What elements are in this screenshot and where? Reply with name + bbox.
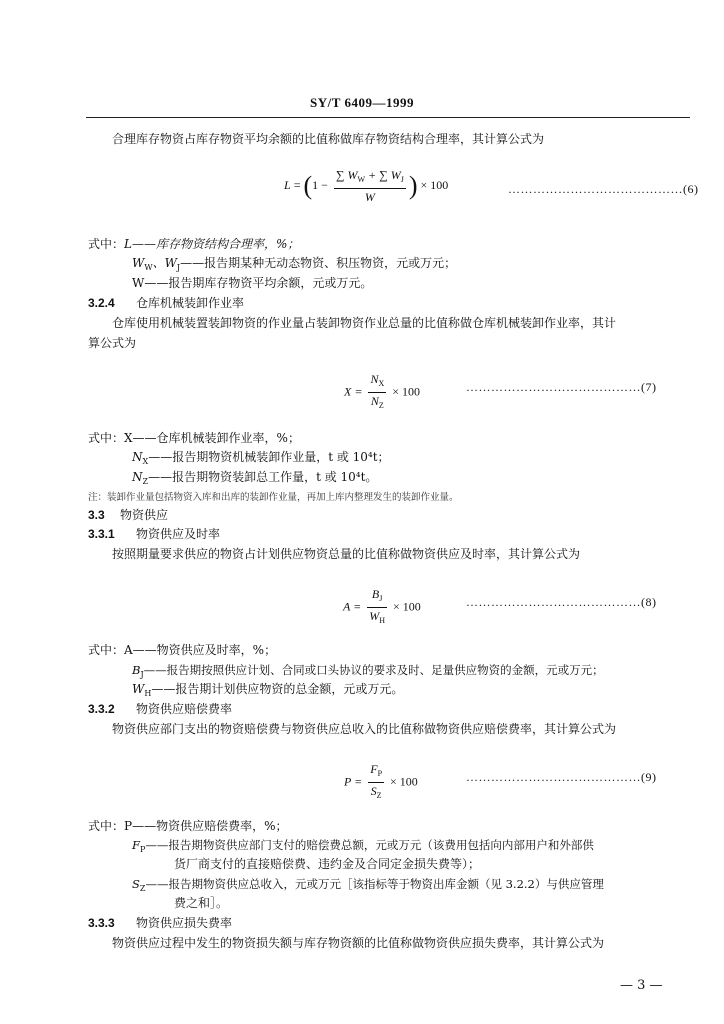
definition-text: ——报告期按照供应计划、合同或口头协议的要求及时、足量供应物资的金额，元或万元；: [143, 663, 604, 677]
definition-line: [132, 450, 390, 469]
definition-symbol: B: [132, 663, 141, 677]
definition-text: ——报告期某种无动态物资、积压物资，元或万元；: [180, 256, 457, 270]
definition-subscript: J: [140, 670, 144, 679]
formula-6-denominator: W: [364, 190, 375, 204]
definition-symbol: W: [132, 256, 145, 270]
definition-text: ——报告期物资装卸总工作量，t 或 10⁴t。: [148, 470, 378, 484]
section-heading: [88, 527, 220, 541]
formula-7: [344, 372, 420, 413]
formula-8: [343, 587, 421, 628]
formula-6-num-sub2: J: [400, 175, 404, 184]
formula-7-fraction: [368, 372, 386, 413]
definition-text: ——报告期物资供应总收入，元或万元［该指标等于物资出库金额（见 3.2.2）与供应管理: [145, 877, 604, 891]
formula-8-lhs: A =: [343, 599, 362, 614]
definition-subscript: X: [142, 457, 149, 466]
definition-line: 式中：A——物资供应及时率，%；: [88, 643, 277, 657]
formula-9: [344, 762, 418, 803]
formula-7-tag: ……………………………………(7): [466, 380, 657, 394]
formula-8-den: W: [369, 609, 380, 623]
definition-symbol: 、W: [152, 256, 177, 270]
definition-subscript: Z: [139, 884, 146, 893]
section-number: 3.3.1: [88, 527, 115, 541]
definition-continuation: 费之和］。: [174, 896, 229, 910]
definition-symbol: S: [132, 877, 140, 891]
standard-code-header: SY/T 6409—1999: [310, 95, 414, 110]
formula-9-den: S: [370, 784, 377, 798]
formula-6: [284, 168, 448, 204]
paragraph: 物资供应过程中发生的物资损失额与库存物资额的比值称做物资供应损失费率，其计算公式为: [112, 936, 605, 950]
definition-line: [132, 470, 377, 489]
formula-8-denominator: [367, 608, 387, 628]
formula-7-den-sub: Z: [378, 401, 384, 410]
formula-7-den: N: [370, 394, 379, 408]
formula-9-lhs: P =: [344, 774, 363, 789]
formula-9-num-sub: P: [377, 769, 383, 778]
definition-line: [132, 256, 456, 275]
formula-6-fraction: [334, 168, 406, 204]
section-number: 3.3.3: [88, 916, 115, 930]
definition-subscript: J: [176, 263, 181, 272]
formula-9-times: × 100: [390, 774, 418, 789]
formula-6-close-paren: ): [408, 171, 418, 200]
formula-6-numerator: [334, 168, 406, 189]
formula-8-times: × 100: [393, 599, 421, 614]
definition-text: L——库存物资结构合理率，%；: [124, 237, 300, 251]
section-heading: [88, 296, 244, 310]
formula-9-fraction: [368, 762, 384, 803]
section-number: 3.3: [88, 508, 105, 522]
formula-8-num: B: [371, 587, 380, 601]
formula-9-numerator: [368, 762, 384, 783]
formula-7-denominator: [368, 393, 386, 413]
definition-symbol: N: [132, 470, 143, 484]
formula-7-num-sub: X: [378, 379, 385, 388]
definition-line: [132, 877, 604, 896]
paragraph: 仓库使用机械装置装卸物资的作业量占装卸物资作业总量的比值称做仓库机械装卸作业率，其计: [112, 316, 617, 330]
section-title: 物资供应及时率: [136, 527, 221, 541]
formula-6-tag: ……………………………………(6): [508, 182, 699, 196]
formula-8-numerator: [367, 587, 387, 608]
formula-6-num-term2: + ∑ W: [365, 168, 401, 182]
formula-9-tag: ……………………………………(9): [466, 770, 657, 784]
formula-6-open-paren: (: [303, 171, 313, 200]
definition-line: [132, 663, 604, 682]
formula-6-num-term1: ∑ W: [335, 168, 358, 182]
definition-subscript: P: [139, 845, 146, 854]
definition-subscript: Z: [142, 477, 149, 486]
section-title: 仓库机械装卸作业率: [136, 296, 245, 310]
definition-line: [132, 682, 403, 701]
definition-line: 式中：P——物资供应赔偿费率，%；: [88, 819, 288, 833]
paragraph-continuation: 算公式为: [88, 336, 137, 350]
formula-6-lhs: L: [284, 177, 291, 192]
header-rule: [86, 117, 690, 118]
definition-subscript: H: [144, 689, 152, 698]
formula-7-numerator: [368, 372, 386, 393]
section-heading: [88, 916, 232, 930]
definition-symbol: F: [132, 838, 140, 852]
note: 注：装卸作业量包括物资入库和出库的装卸作业量，再加上库内整理发生的装卸作业量。: [88, 492, 459, 503]
paragraph: 按照期量要求供应的物资占计划供应物资总量的比值称做物资供应及时率，其计算公式为: [112, 547, 581, 561]
page-number: — 3 —: [620, 978, 663, 993]
formula-6-equals: =: [293, 177, 301, 192]
definition-line: W——报告期库存物资平均余额，元或万元。: [132, 276, 373, 290]
formula-8-tag: ……………………………………(8): [466, 595, 657, 609]
formula-7-lhs: X =: [344, 384, 363, 399]
section-title: 物资供应赔偿费率: [136, 702, 233, 716]
definition-symbol: N: [132, 450, 143, 464]
formula-8-den-sub: H: [379, 616, 385, 625]
formula-9-den-sub: Z: [376, 791, 382, 800]
formula-9-denominator: [368, 783, 384, 803]
section-title: 物资供应: [120, 508, 169, 522]
formula-7-times: × 100: [392, 384, 421, 399]
formula-6-times: × 100: [420, 177, 449, 192]
definition-continuation: 货厂商支付的直接赔偿费、违约金及合同定金损失费等）；: [174, 857, 481, 871]
definition-text: ——报告期物资机械装卸作业量，t 或 10⁴t；: [148, 450, 390, 464]
section-number: 3.3.2: [88, 702, 115, 716]
section-heading: [88, 508, 168, 522]
formula-8-num-sub: J: [379, 594, 383, 603]
formula-6-one: 1 −: [312, 177, 328, 192]
definition-text: ——报告期物资供应部门支付的赔偿费总额，元或万元（该费用包括向内部用户和外部供: [145, 838, 594, 852]
paragraph: 合理库存物资占库存物资平均余额的比值称做库存物资结构合理率，其计算公式为: [112, 132, 545, 146]
formula-7-num: N: [370, 372, 379, 386]
paragraph: 物资供应部门支出的物资赔偿费与物资供应总收入的比值称做物资供应赔偿费率，其计算公式为: [112, 722, 617, 736]
definition-text: ——报告期计划供应物资的总金额，元或万元。: [151, 682, 404, 696]
section-heading: [88, 702, 232, 716]
formula-9-num: F: [370, 762, 378, 776]
definition-subscript: W: [144, 263, 153, 272]
definition-lead: 式中：: [88, 237, 125, 251]
definition-symbol: W: [132, 682, 145, 696]
section-title: 物资供应损失费率: [136, 916, 233, 930]
section-number: 3.2.4: [88, 296, 115, 310]
definition-line: [88, 237, 299, 251]
definition-line: 式中：X——仓库机械装卸作业率，%；: [88, 431, 300, 445]
formula-6-num-sub1: W: [357, 175, 366, 184]
definition-line: [132, 838, 594, 857]
formula-8-fraction: [367, 587, 387, 628]
